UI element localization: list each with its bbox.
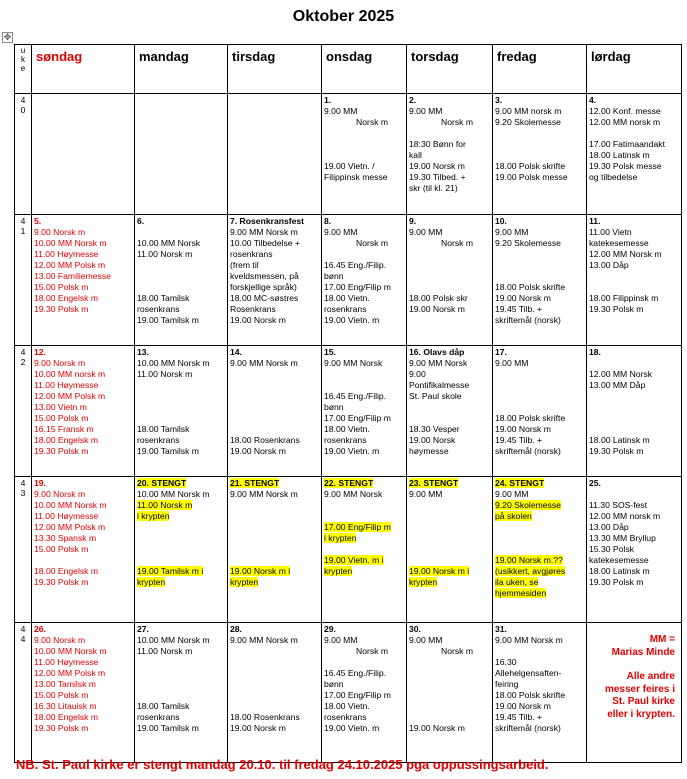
day-header-saturday: lørdag xyxy=(587,45,682,94)
event-line: Norsk m xyxy=(441,117,473,127)
day-header-wednesday: onsdag xyxy=(322,45,407,94)
event-line: 19.00 Vietn. m xyxy=(324,315,380,325)
event-line: 12.00 MM Polsk m xyxy=(34,391,106,401)
event-line xyxy=(137,227,225,238)
day-number: 5. xyxy=(34,216,42,226)
event-line: 15.30 Polsk katekesemesse xyxy=(589,544,649,565)
day-cell-friday xyxy=(493,215,587,346)
event-line: 18.00 Latinsk m xyxy=(589,566,650,576)
event-line: 19.00 Vietn. m xyxy=(324,446,380,456)
event-line: 18:30 Bønn for kall xyxy=(409,139,466,160)
event-line: 13.00 Tamilsk m xyxy=(34,679,96,689)
page-title: Oktober 2025 xyxy=(292,8,395,25)
event-line xyxy=(589,271,679,293)
day-cell-wednesday xyxy=(322,215,407,346)
event-line: 9.00 Norsk m xyxy=(34,358,86,368)
highlighted-text: 19.00 Norsk m i krypten xyxy=(230,566,291,587)
event-line: 9.00 MM Norsk m xyxy=(230,635,298,645)
day-header-monday: mandag xyxy=(135,45,228,94)
event-line: 9.00 MM Norsk xyxy=(324,358,383,368)
day-cell-monday xyxy=(135,623,228,763)
day-cell-wednesday xyxy=(322,346,407,477)
event-line: 9.00 MM xyxy=(324,106,358,116)
event-line: 13.30 MM Bryllup xyxy=(589,533,656,543)
week-number: 4 3 xyxy=(15,477,32,623)
mm-legend: MM = Marias Minde xyxy=(611,634,675,658)
event-line: 13.00 Vietn m xyxy=(34,402,87,412)
event-line: 18.00 Engelsk m xyxy=(34,566,99,576)
event-line: 12.00 MM Norsk m xyxy=(589,249,662,259)
event-line xyxy=(495,369,584,413)
event-line: 11.00 Norsk m xyxy=(137,249,193,259)
event-line xyxy=(495,646,584,657)
day-number: 3. xyxy=(495,95,503,105)
header-row xyxy=(15,45,682,94)
event-line: 12.00 MM norsk m xyxy=(589,511,661,521)
week-number: 4 1 xyxy=(15,215,32,346)
day-header-friday: fredag xyxy=(493,45,587,94)
event-line xyxy=(495,500,584,522)
calendar-table xyxy=(14,44,682,763)
day-number: 11. xyxy=(589,216,601,226)
event-line xyxy=(137,566,225,588)
event-line: 19.00 Norsk høymesse xyxy=(409,435,456,456)
event-line: 9.00 Norsk m xyxy=(34,635,86,645)
day-cell-friday xyxy=(493,623,587,763)
event-line: 19.00 Norsk m xyxy=(230,446,286,456)
day-number: 18. xyxy=(589,347,601,357)
event-line: 15.00 Polsk m xyxy=(34,282,89,292)
event-line: 19.30 Polsk messe og tilbedelse xyxy=(589,161,662,182)
day-number: 10. xyxy=(495,216,507,226)
event-line: 13.00 MM Dåp xyxy=(589,380,646,390)
event-line: 13.00 Dåp xyxy=(589,260,629,270)
day-number: 13. xyxy=(137,347,149,357)
event-line: 10.00 MM Norsk m xyxy=(34,238,107,248)
day-cell-monday xyxy=(135,215,228,346)
event-line: 11.00 Høymesse xyxy=(34,249,99,259)
event-line xyxy=(137,380,225,424)
day-number: 1. xyxy=(324,95,332,105)
day-cell-monday xyxy=(135,477,228,623)
highlighted-text: 17.00 Eng/Filip m i krypten xyxy=(324,522,391,543)
day-number: 19. xyxy=(34,478,46,488)
event-line xyxy=(495,128,584,161)
highlighted-text: 19.00 Tamilsk m i krypten xyxy=(137,566,204,587)
day-number xyxy=(230,478,319,489)
event-line: 18.00 Filippinsk m xyxy=(589,293,659,303)
day-number: 28. xyxy=(230,624,242,634)
week-number: 4 4 xyxy=(15,623,32,763)
event-line xyxy=(495,249,584,282)
day-cell-saturday xyxy=(587,94,682,215)
event-line: 17.00 Eng/Filip m xyxy=(324,282,391,292)
event-line: 13.00 Familiemesse xyxy=(34,271,111,281)
day-cell-sunday xyxy=(32,346,135,477)
event-line: 19.00 Vietn. m xyxy=(324,723,380,733)
day-cell-thursday xyxy=(407,623,493,763)
event-line: 12.00 MM Norsk xyxy=(589,369,653,379)
event-line xyxy=(230,646,319,712)
event-line: 19.30 Polsk m xyxy=(589,446,644,456)
event-line: 11.00 Høymesse xyxy=(34,657,99,667)
event-line xyxy=(324,128,404,161)
event-line: 19.30 Polsk m xyxy=(34,446,89,456)
day-cell-sunday xyxy=(32,477,135,623)
event-line: 9.00 MM xyxy=(409,106,443,116)
event-line xyxy=(409,249,490,293)
week-row xyxy=(15,346,682,477)
day-cell-sunday xyxy=(32,94,135,215)
event-line: 9.00 Norsk m xyxy=(34,489,86,499)
event-line: 19.00 Norsk m xyxy=(495,424,551,434)
event-line: 19.00 Norsk m xyxy=(230,315,286,325)
event-line: 12.00 Konf. messe xyxy=(589,106,661,116)
event-line: 10.00 MM Norsk m xyxy=(137,489,210,499)
event-line: 9.00 Pontifikalmesse St. Paul skole xyxy=(409,369,470,401)
event-line: 9.00 MM Norsk m xyxy=(230,489,298,499)
day-number: 29. xyxy=(324,624,336,634)
day-number: 30. xyxy=(409,624,421,634)
event-line: 18.00 Tamilsk rosenkrans xyxy=(137,424,190,445)
day-number: 9. xyxy=(409,216,417,226)
event-line xyxy=(324,500,404,522)
event-line: 18.00 Latinsk m xyxy=(589,150,650,160)
event-line xyxy=(230,500,319,566)
event-line: 9.00 MM xyxy=(324,635,358,645)
event-line: 19.00 Tamilsk m xyxy=(137,723,199,733)
event-line xyxy=(409,128,490,139)
day-header-sunday: søndag xyxy=(32,45,135,94)
event-line: 9.00 MM Norsk m xyxy=(495,635,563,645)
day-cell-saturday xyxy=(587,215,682,346)
week-number: 4 0 xyxy=(15,94,32,215)
event-line: 15.00 Polsk m xyxy=(34,690,89,700)
event-line: 18.00 MC-søstres Rosenkrans xyxy=(230,293,299,314)
event-line: 10.00 MM norsk m xyxy=(34,369,106,379)
location-note: Alle andre messer feires i St. Paul kirke eller i krypten. xyxy=(604,671,675,720)
event-line xyxy=(409,402,490,424)
event-line: 11.00 Høymesse xyxy=(34,380,99,390)
highlighted-text: 20. STENGT xyxy=(137,478,187,488)
day-cell-tuesday xyxy=(228,215,322,346)
day-cell-wednesday xyxy=(322,94,407,215)
day-number: 6. xyxy=(137,216,145,226)
day-cell-friday xyxy=(493,94,587,215)
event-line: 16.45 Eng./Filip. bønn xyxy=(324,260,387,281)
highlighted-text: 9.20 Skolemesse på skolen xyxy=(495,500,561,521)
event-line: 10.00 MM Norsk xyxy=(137,238,201,248)
event-line: 9.00 MM norsk m xyxy=(495,106,562,116)
highlighted-text: 11.00 Norsk m i krypten xyxy=(137,500,193,521)
event-line: 9.20 Skolemesse xyxy=(495,117,561,127)
event-line: 19.00 Norsk m xyxy=(409,723,465,733)
week-number: 4 2 xyxy=(15,346,32,477)
day-cell-saturday xyxy=(587,623,682,763)
event-line: 16.15 Fransk m xyxy=(34,424,94,434)
day-cell-tuesday xyxy=(228,346,322,477)
event-line: 9.00 MM xyxy=(495,358,529,368)
highlighted-text: 22. STENGT xyxy=(324,478,374,488)
highlighted-text: 19.00 Norsk m.?? (usikkert, avgjøres ila uken, se hjemmesiden xyxy=(495,555,566,598)
event-line: 9.00 MM Norsk xyxy=(324,489,383,499)
event-line xyxy=(34,555,132,566)
event-line xyxy=(324,522,404,544)
event-line: 19.30 Polsk m xyxy=(34,577,89,587)
event-line: 16.30 Allehelgensaften- feiring xyxy=(495,657,562,689)
event-line: 17.00 Eng/Filip m xyxy=(324,690,391,700)
week-row xyxy=(15,94,682,215)
event-line: 19.45 Tilb. + skriftemål (norsk) xyxy=(495,712,561,733)
event-line: 9.00 MM Norsk m xyxy=(230,227,298,237)
event-line xyxy=(230,566,319,588)
event-line: 9.00 MM xyxy=(324,227,358,237)
event-line: 19.00 Norsk m xyxy=(495,701,551,711)
event-line: 18.00 Latinsk m xyxy=(589,435,650,445)
week-row xyxy=(15,215,682,346)
event-line: 18.00 Polsk skrifte xyxy=(495,413,566,423)
move-icon[interactable]: ✥ xyxy=(3,32,12,42)
event-line: Norsk m xyxy=(356,117,388,127)
event-line xyxy=(324,369,404,391)
event-line: 16.45 Eng./Filip. bønn xyxy=(324,668,387,689)
day-number: 7. Rosenkransfest xyxy=(230,216,305,226)
day-number: 4. xyxy=(589,95,597,105)
day-number: 26. xyxy=(34,624,46,634)
event-line: 13.00 Dåp xyxy=(589,522,629,532)
event-line: Norsk m xyxy=(441,646,473,656)
day-cell-sunday xyxy=(32,215,135,346)
event-line: 19.00 Norsk m xyxy=(409,161,465,171)
event-line: 19.30 Polsk m xyxy=(34,723,89,733)
event-line: 12.00 MM norsk m xyxy=(589,117,661,127)
event-line: 17.00 Fatimaandakt xyxy=(589,139,665,149)
event-line xyxy=(230,369,319,435)
event-line xyxy=(409,566,490,588)
event-line: 18.00 Vietn. rosenkrans xyxy=(324,293,370,314)
event-line: Norsk m xyxy=(441,238,473,248)
event-line xyxy=(324,657,404,668)
event-line: 19.30 Tilbed. + skr (til kl. 21) xyxy=(409,172,466,193)
day-number: 12. xyxy=(34,347,46,357)
event-line: 10.00 Tilbedelse + rosenkrans (frem til kveldsmessen, på forskjellige språk) xyxy=(230,238,300,292)
event-line: 15.00 Polsk m xyxy=(34,413,89,423)
event-line xyxy=(137,522,225,566)
event-line: 18.30 Vesper xyxy=(409,424,460,434)
event-line: 18.00 Polsk skrifte xyxy=(495,161,566,171)
day-number: 25. xyxy=(589,478,601,488)
day-number xyxy=(495,478,584,489)
day-number: 17. xyxy=(495,347,507,357)
day-number: 16. Olavs dåp xyxy=(409,347,465,357)
event-line: Norsk m xyxy=(356,646,388,656)
event-line: 9.00 MM xyxy=(409,227,443,237)
day-number: 2. xyxy=(409,95,417,105)
event-line: 9.00 Norsk m xyxy=(34,227,86,237)
highlighted-text: 23. STENGT xyxy=(409,478,459,488)
day-number xyxy=(409,478,490,489)
day-cell-friday xyxy=(493,346,587,477)
highlighted-text: 24. STENGT xyxy=(495,478,545,488)
day-cell-wednesday xyxy=(322,623,407,763)
day-cell-thursday xyxy=(407,94,493,215)
event-line xyxy=(324,249,404,260)
day-cell-tuesday xyxy=(228,623,322,763)
day-cell-monday xyxy=(135,346,228,477)
event-line: 18.00 Rosenkrans xyxy=(230,712,300,722)
event-line: 18.00 Vietn. rosenkrans xyxy=(324,424,370,445)
event-line: Norsk m xyxy=(356,238,388,248)
event-line xyxy=(324,544,404,555)
day-cell-friday xyxy=(493,477,587,623)
event-line: 9.00 MM xyxy=(495,489,529,499)
day-cell-thursday xyxy=(407,346,493,477)
event-line: 10.00 MM Norsk m xyxy=(34,646,107,656)
day-cell-monday xyxy=(135,94,228,215)
event-line: 19.00 Vietn. / Filippinsk messe xyxy=(324,161,388,182)
event-line: 19.00 Norsk m xyxy=(409,304,465,314)
day-cell-tuesday xyxy=(228,94,322,215)
event-line xyxy=(589,489,679,500)
day-cell-saturday xyxy=(587,477,682,623)
week-row xyxy=(15,623,682,763)
event-line: 19.00 Polsk messe xyxy=(495,172,568,182)
event-line: 19.30 Polsk m xyxy=(589,304,644,314)
event-line: 13.30 Spansk m xyxy=(34,533,97,543)
event-line: 11.30 SOS-fest xyxy=(589,500,648,510)
event-line: 11.00 Norsk m xyxy=(137,646,193,656)
event-line: 18.00 Polsk skrifte xyxy=(495,282,566,292)
event-line xyxy=(589,391,679,435)
day-number: 31. xyxy=(495,624,507,634)
day-cell-saturday xyxy=(587,346,682,477)
event-line: 9.00 MM xyxy=(495,227,529,237)
event-line: 15.00 Polsk m xyxy=(34,544,89,554)
event-line: 11.00 Norsk m xyxy=(137,369,193,379)
week-row xyxy=(15,477,682,623)
event-line: 19.00 Norsk m xyxy=(495,293,551,303)
event-line: 18.00 Tamilsk rosenkrans xyxy=(137,293,190,314)
event-line: 19.00 Norsk m xyxy=(230,723,286,733)
event-line: 16.45 Eng./Filip. bønn xyxy=(324,391,387,412)
event-line xyxy=(409,657,490,723)
closure-notice: NB. St. Paul kirke er stengt mandag 20.10. til fredag 24.10.2025 pga oppussingsarbeid. xyxy=(16,757,549,772)
day-cell-thursday xyxy=(407,215,493,346)
event-line: 19.45 Tilb. + skriftemål (norsk) xyxy=(495,435,561,456)
event-line: 9.00 MM xyxy=(409,635,443,645)
event-line: 9.00 MM xyxy=(409,489,443,499)
event-line: 10.00 MM Norsk m xyxy=(137,635,210,645)
event-line: 9.00 MM Norsk xyxy=(409,358,468,368)
day-cell-sunday xyxy=(32,623,135,763)
event-line: 18.00 Engelsk m xyxy=(34,712,99,722)
day-number: 14. xyxy=(230,347,242,357)
event-line: 19.00 Tamilsk m xyxy=(137,446,199,456)
event-line xyxy=(137,657,225,701)
event-line xyxy=(589,128,679,139)
event-line: 18.00 Engelsk m xyxy=(34,435,99,445)
day-number: 8. xyxy=(324,216,332,226)
day-number xyxy=(137,478,225,489)
day-number: 27. xyxy=(137,624,149,634)
week-header: u k e xyxy=(15,45,32,94)
event-line: 18.00 Polsk skr xyxy=(409,293,468,303)
event-line: 16.30 Litauisk m xyxy=(34,701,97,711)
event-line xyxy=(589,358,679,369)
day-cell-tuesday xyxy=(228,477,322,623)
event-line: 9.00 MM Norsk m xyxy=(230,358,298,368)
day-header-tuesday: tirsdag xyxy=(228,45,322,94)
event-line: 12.00 MM Polsk m xyxy=(34,668,106,678)
highlighted-text: 19.00 Vietn. m i krypten xyxy=(324,555,384,576)
event-line: 19.30 Polsk m xyxy=(589,577,644,587)
event-line: 9.20 Skolemesse xyxy=(495,238,561,248)
event-line: 19.45 Tilb. + skriftemål (norsk) xyxy=(495,304,561,325)
highlighted-text: 19.00 Norsk m i krypten xyxy=(409,566,470,587)
event-line: 18.00 Polsk skrifte xyxy=(495,690,566,700)
event-line xyxy=(495,555,584,599)
event-line: 17.00 Eng/Filip m xyxy=(324,413,391,423)
event-line: 19.00 Tamilsk m xyxy=(137,315,199,325)
event-line: 12.00 MM Polsk m xyxy=(34,522,106,532)
event-line: 11.00 Vietn katekesemesse xyxy=(589,227,649,248)
day-cell-thursday xyxy=(407,477,493,623)
event-line: 19.30 Polsk m xyxy=(34,304,89,314)
event-line: 11.00 Høymesse xyxy=(34,511,99,521)
event-line xyxy=(324,555,404,577)
event-line xyxy=(495,522,584,555)
day-number xyxy=(324,478,404,489)
day-header-thursday: torsdag xyxy=(407,45,493,94)
event-line: 18.00 Vietn. rosenkrans xyxy=(324,701,370,722)
event-line xyxy=(137,500,225,522)
event-line: 18.00 Rosenkrans xyxy=(230,435,300,445)
day-number: 15. xyxy=(324,347,336,357)
event-line: 10.00 MM Norsk m xyxy=(34,500,107,510)
day-cell-wednesday xyxy=(322,477,407,623)
event-line: 18.00 Engelsk m xyxy=(34,293,99,303)
event-line xyxy=(137,260,225,293)
highlighted-text: 21. STENGT xyxy=(230,478,280,488)
event-line: 10.00 MM Norsk m xyxy=(137,358,210,368)
event-line: 12.00 MM Polsk m xyxy=(34,260,106,270)
event-line: 18.00 Tamilsk rosenkrans xyxy=(137,701,190,722)
event-line xyxy=(409,500,490,566)
